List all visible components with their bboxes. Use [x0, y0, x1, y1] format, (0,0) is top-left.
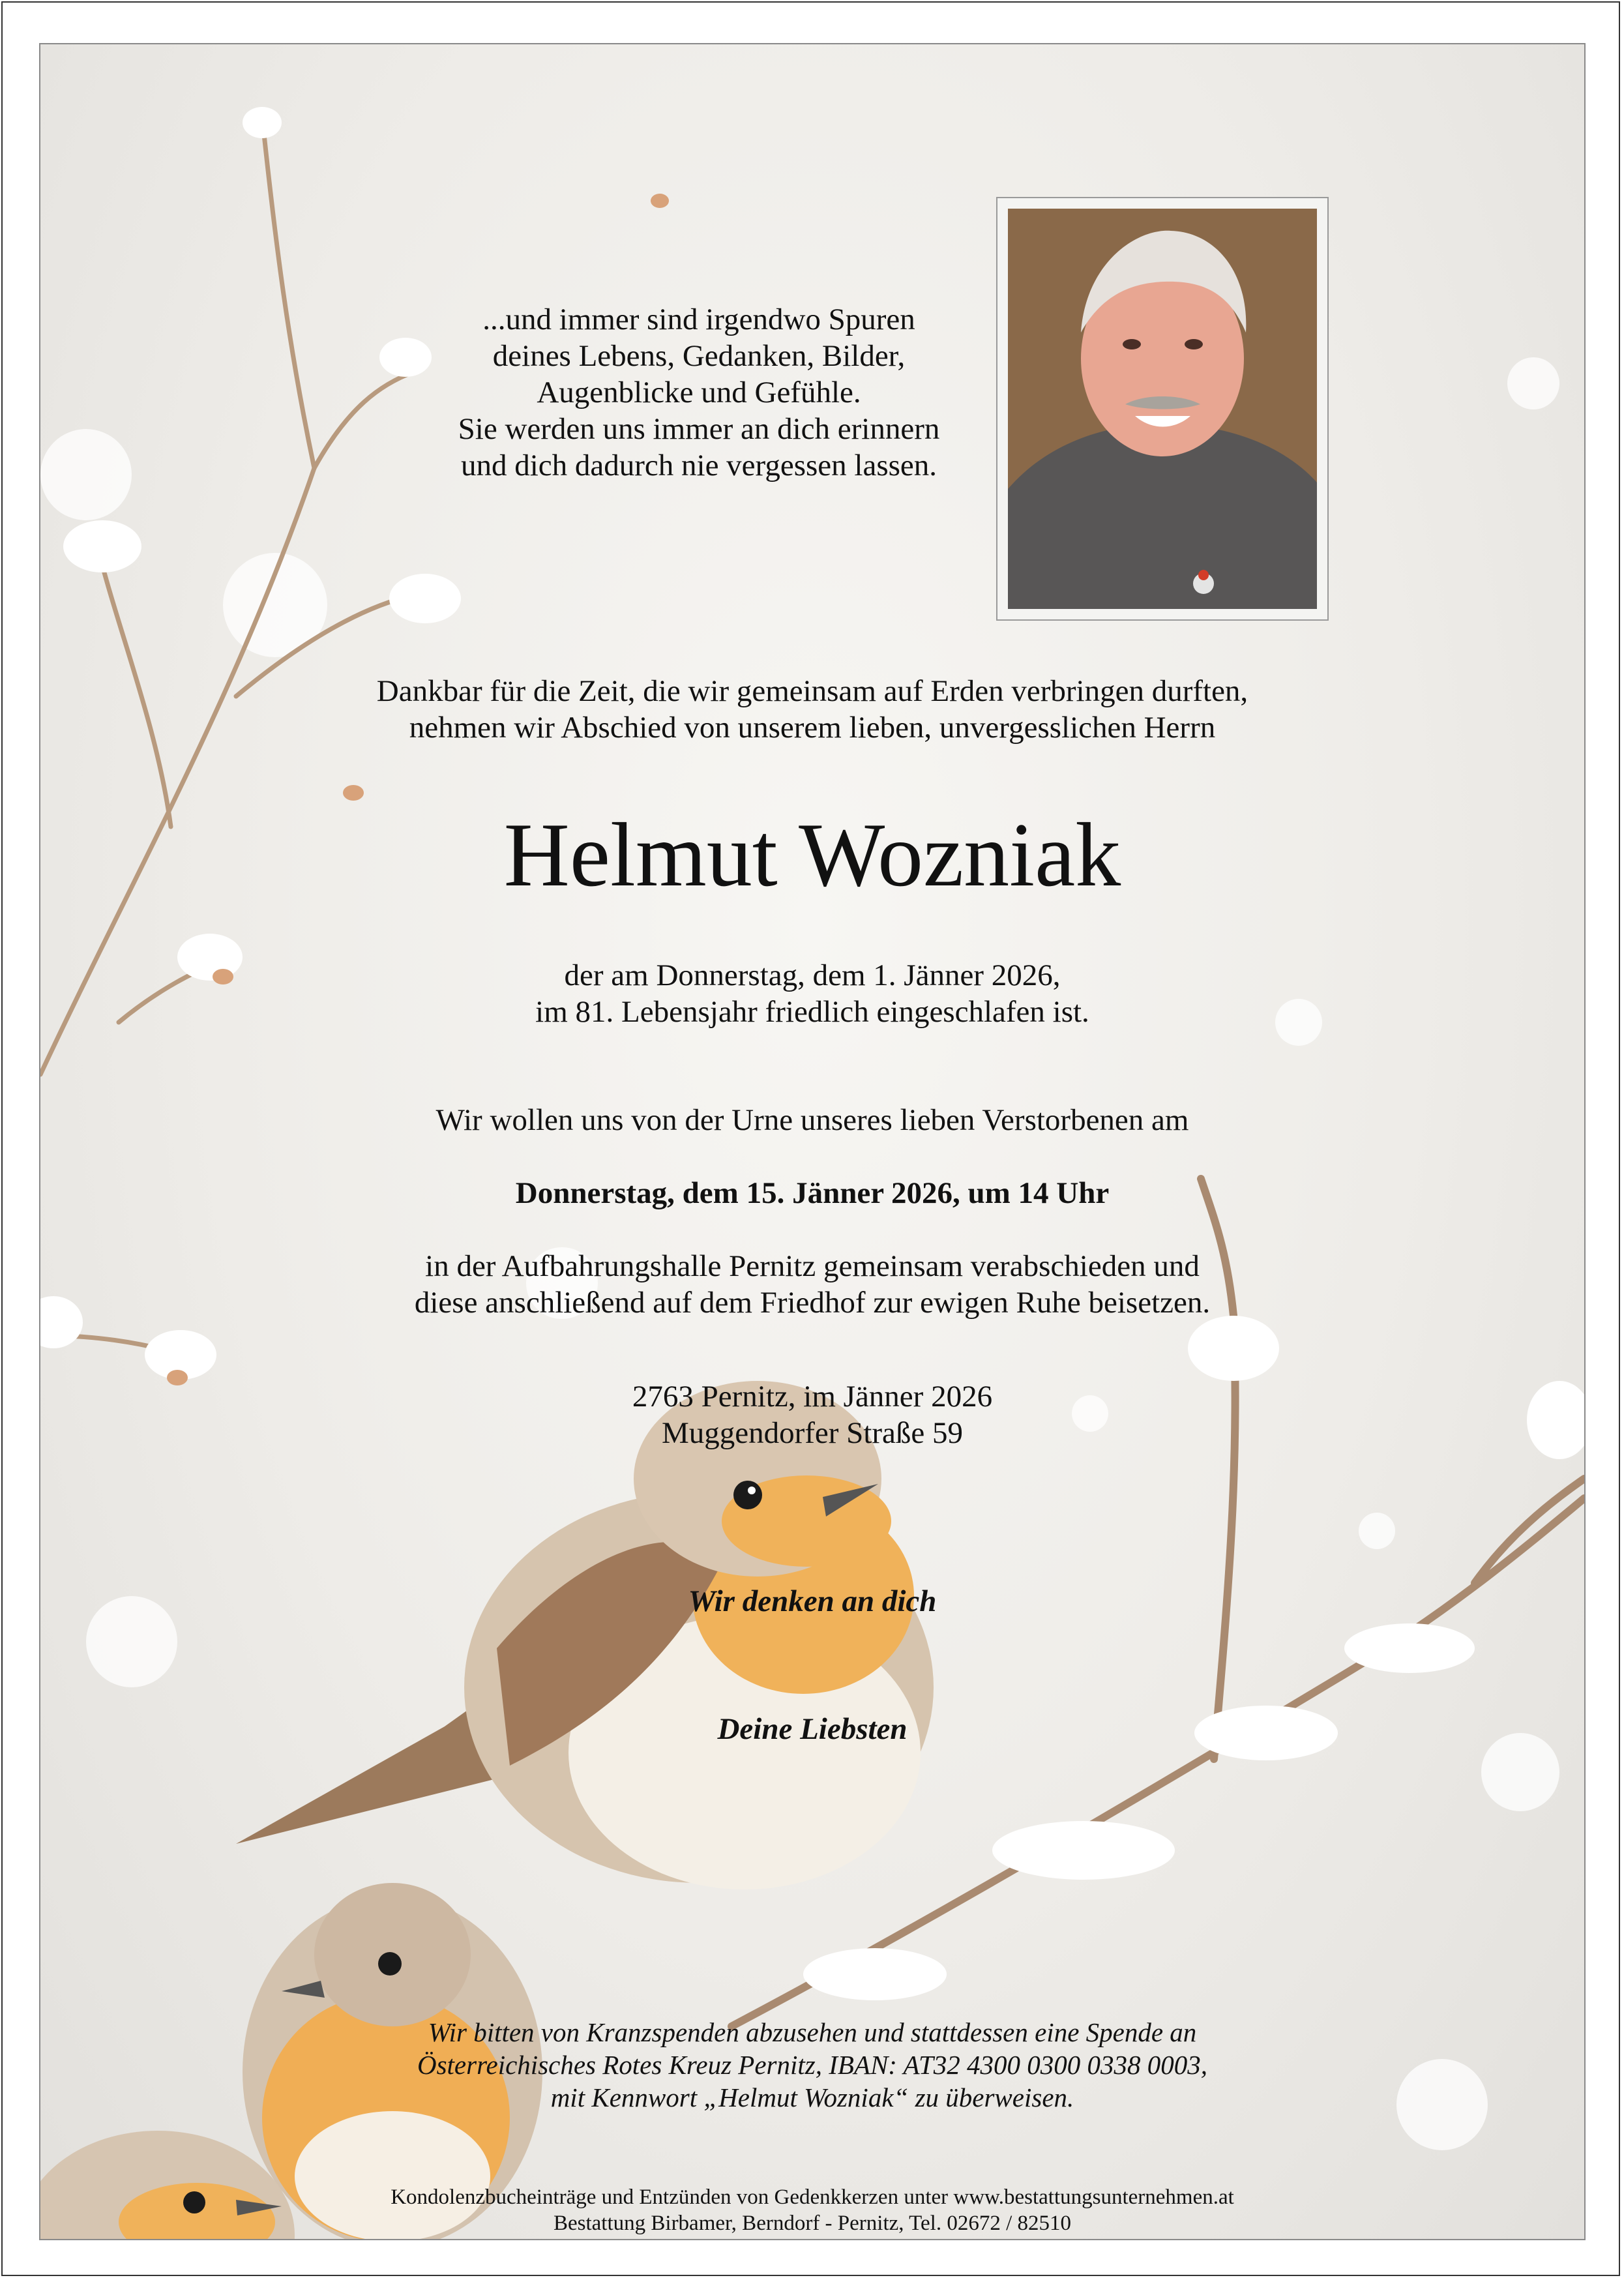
donation-notice	[40, 2016, 1584, 2114]
death-line: der am Donnerstag, dem 1. Jänner 2026,	[564, 958, 1061, 992]
location-line: in der Aufbahrungshalle Pernitz gemeinsam verabschieden und	[425, 1249, 1200, 1283]
verse-line: Sie werden uns immer an dich erinnern	[458, 412, 940, 446]
farewell-lead: Wir wollen uns von der Urne unseres lieben Verstorbenen am	[436, 1103, 1189, 1137]
location-text	[40, 1248, 1584, 1321]
intro-line: nehmen wir Abschied von unserem lieben, unvergesslichen Herrn	[409, 711, 1216, 745]
robin-bird-large	[236, 1381, 934, 1889]
verse-line: und dich dadurch nie vergessen lassen.	[460, 449, 937, 482]
intro-text	[40, 673, 1584, 746]
obituary-card	[39, 43, 1586, 2240]
location-line: diese anschließend auf dem Friedhof zur ewigen Ruhe beisetzen.	[414, 1286, 1211, 1320]
donation-line: Österreichisches Rotes Kreuz Pernitz, IBAN: AT32 4300 0300 0338 0003,	[417, 2050, 1208, 2080]
donation-line: Wir bitten von Kranzspenden abzusehen und stattdessen eine Spende an	[428, 2017, 1197, 2047]
address-line: Muggendorfer Straße 59	[661, 1416, 964, 1450]
verse	[340, 301, 1057, 484]
portrait-frame	[996, 197, 1329, 621]
footer	[40, 2184, 1584, 2236]
portrait-photo	[1008, 209, 1317, 609]
intro-line: Dankbar für die Zeit, die wir gemeinsam auf Erden verbringen durften,	[376, 674, 1248, 708]
death-line: im 81. Lebensjahr friedlich eingeschlafen ist.	[535, 995, 1089, 1029]
signature: Deine Liebsten	[717, 1712, 908, 1746]
donation-line: mit Kennwort „Helmut Wozniak“ zu überweisen.	[550, 2082, 1074, 2112]
verse-line: Augenblicke und Gefühle.	[537, 376, 861, 409]
ceremony-date: Donnerstag, dem 15. Jänner 2026, um 14 Uhr	[515, 1176, 1110, 1210]
remembrance-text: Wir denken an dich	[688, 1584, 937, 1618]
address	[40, 1378, 1584, 1451]
verse-line: deines Lebens, Gedanken, Bilder,	[492, 339, 906, 373]
footer-line: Kondolenzbucheinträge und Entzünden von Gedenkkerzen unter www.bestattungsunternehmen.at	[391, 2185, 1234, 2209]
address-line: 2763 Pernitz, im Jänner 2026	[632, 1380, 993, 1414]
footer-line: Bestattung Birbamer, Berndorf - Pernitz, Tel. 02672 / 82510	[553, 2212, 1072, 2235]
deceased-name: Helmut Wozniak	[503, 805, 1121, 906]
verse-line: ...und immer sind irgendwo Spuren	[482, 303, 915, 336]
death-notice	[40, 957, 1584, 1030]
